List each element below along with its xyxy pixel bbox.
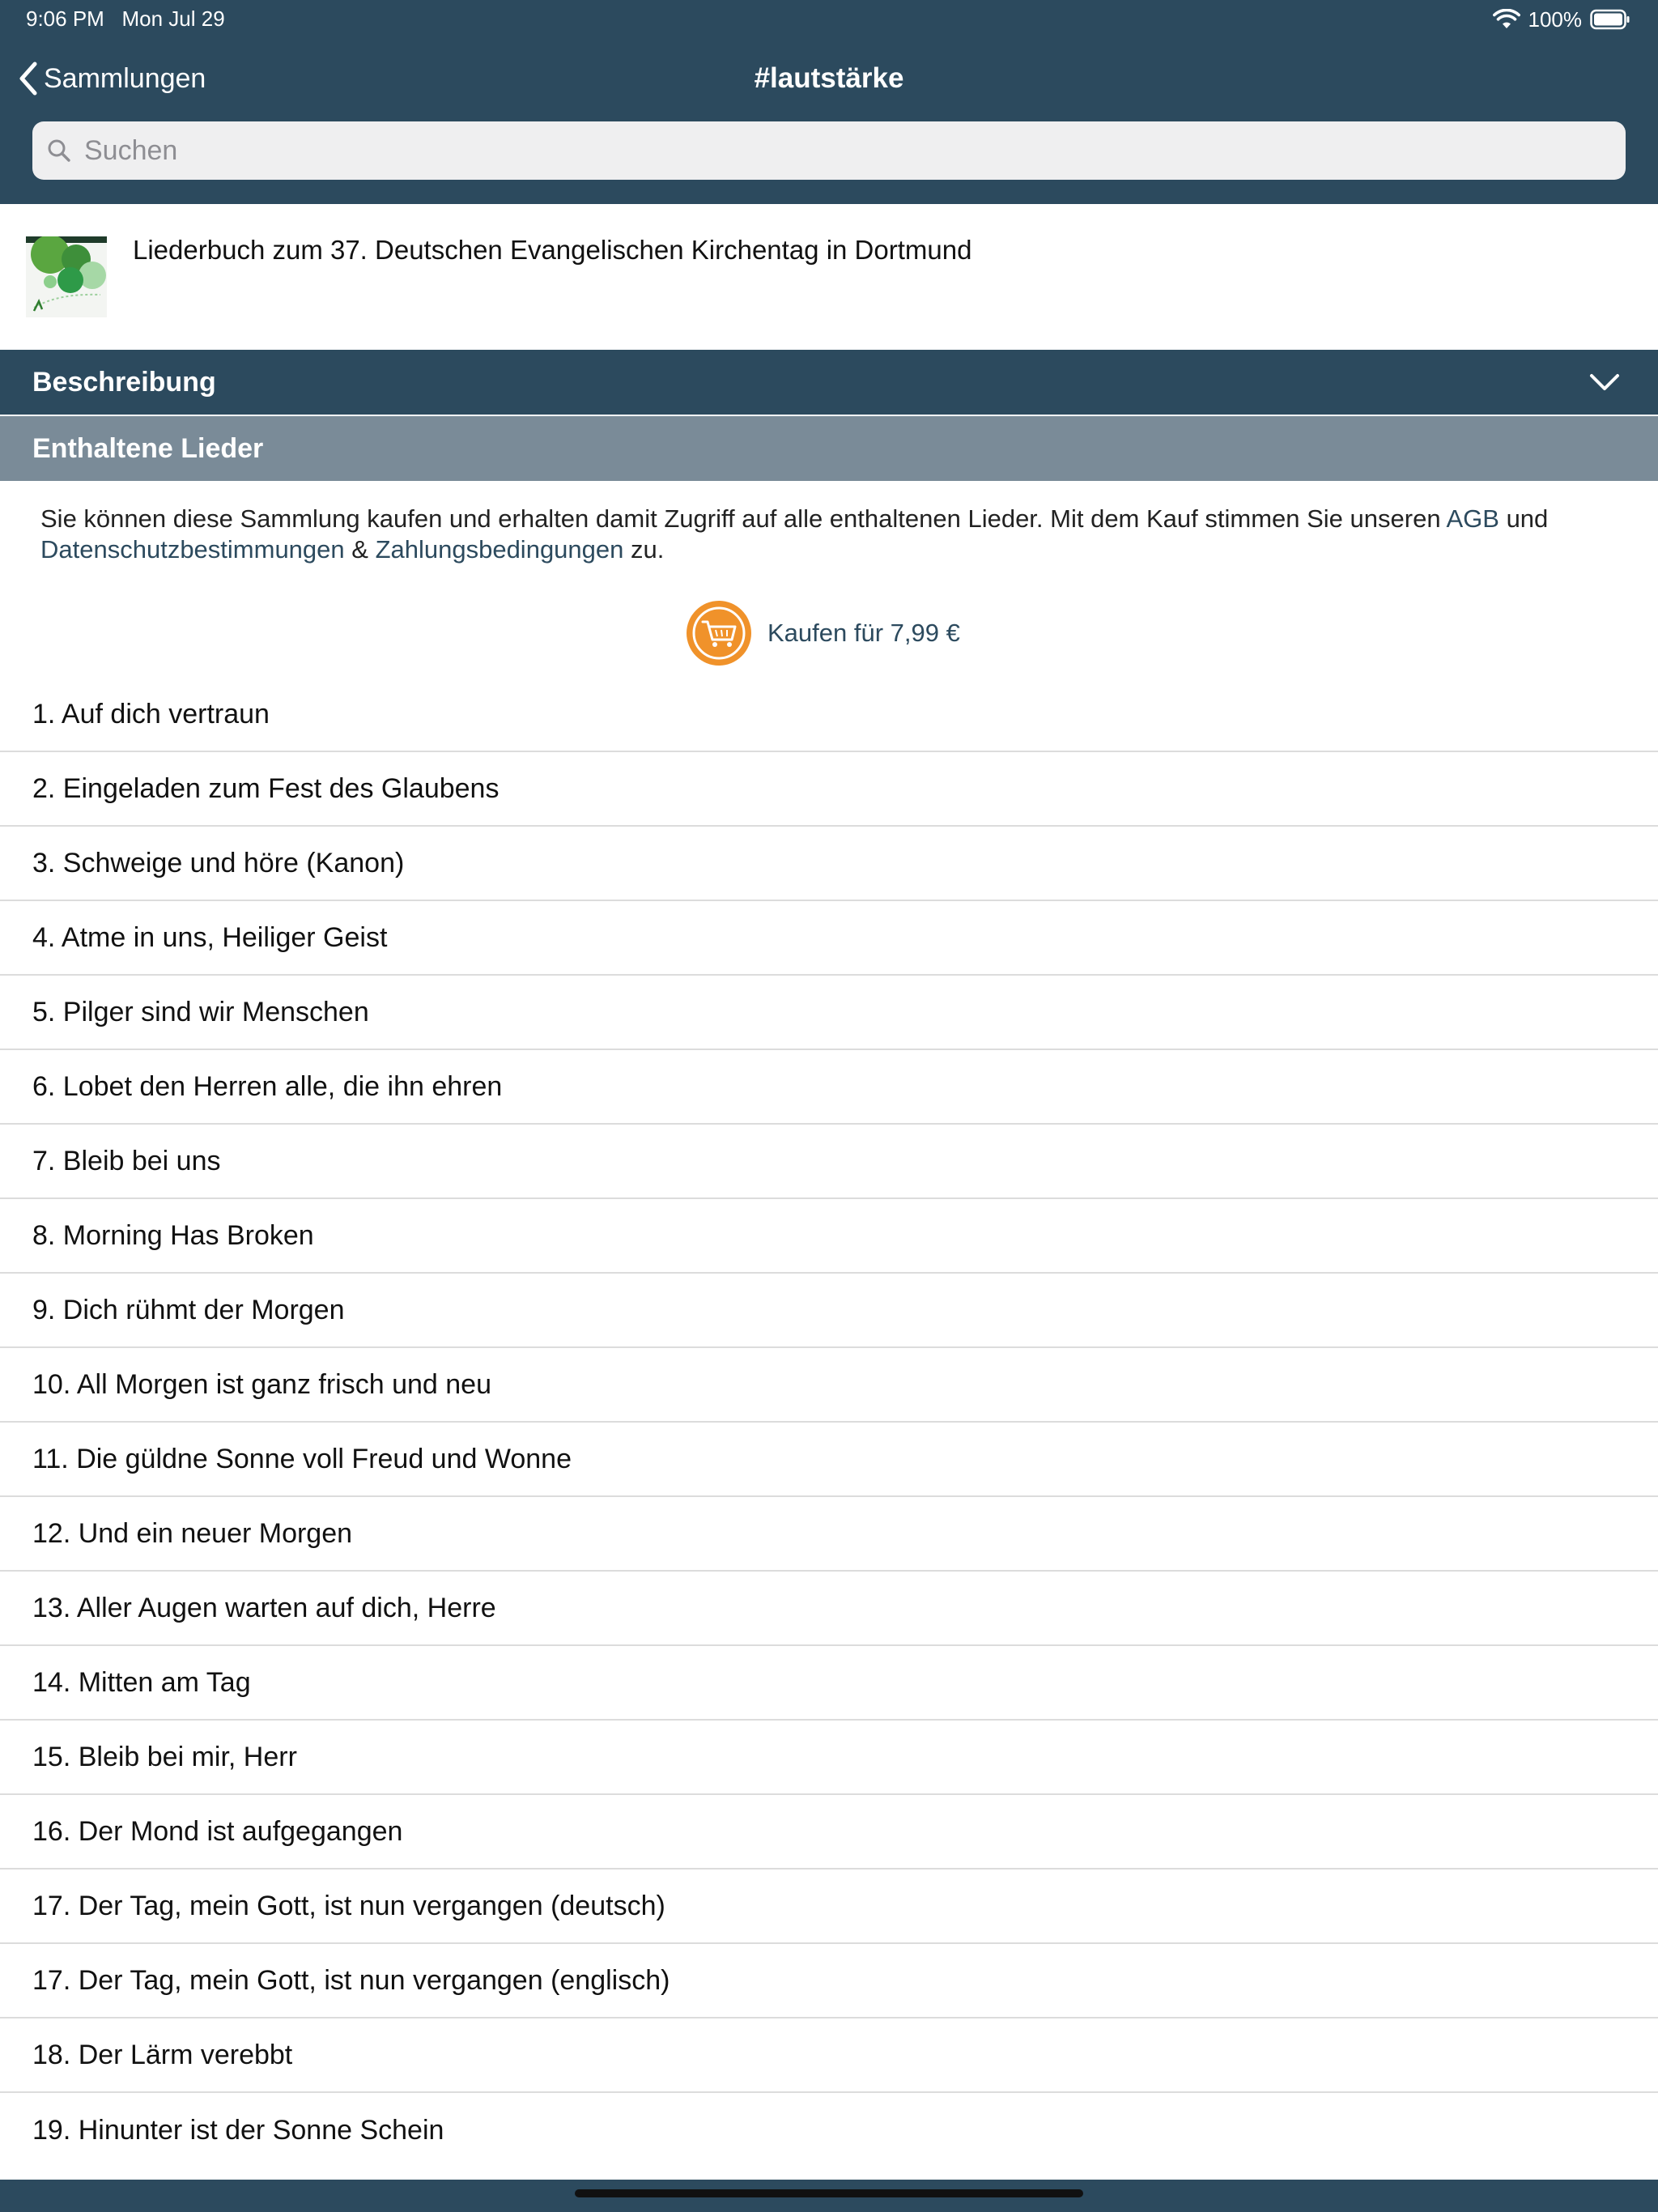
songs-section-header: [0, 416, 1658, 481]
collection-cover-image: [26, 236, 107, 317]
song-title: 17. Der Tag, mein Gott, ist nun vergangen (englisch): [32, 1964, 670, 1996]
description-section-header[interactable]: [0, 350, 1658, 415]
back-label: Sammlungen: [44, 62, 206, 94]
battery-icon: [1590, 9, 1630, 30]
purchase-text-part-4: zu.: [623, 535, 665, 564]
song-title: 17. Der Tag, mein Gott, ist nun vergangen (deutsch): [32, 1890, 665, 1921]
status-date: Mon Jul 29: [121, 6, 225, 31]
song-row[interactable]: [0, 1125, 1658, 1199]
search-bar[interactable]: [32, 121, 1626, 180]
song-row[interactable]: [0, 1646, 1658, 1721]
song-title: 8. Morning Has Broken: [32, 1219, 314, 1251]
privacy-link[interactable]: Datenschutzbestimmungen: [40, 535, 345, 564]
song-row[interactable]: [0, 1572, 1658, 1646]
collection-header: [0, 204, 1658, 350]
song-row[interactable]: [0, 1721, 1658, 1795]
song-row[interactable]: [0, 678, 1658, 752]
purchase-text-part-3: &: [344, 535, 376, 564]
song-title: 1. Auf dich vertraun: [32, 698, 270, 730]
song-title: 6. Lobet den Herren alle, die ihn ehren: [32, 1070, 503, 1102]
top-bar: [0, 0, 1658, 204]
buy-button[interactable]: [685, 599, 960, 667]
song-title: 4. Atme in uns, Heiliger Geist: [32, 921, 388, 953]
song-row[interactable]: [0, 2093, 1658, 2167]
song-row[interactable]: [0, 1497, 1658, 1572]
songs-section-label: Enthaltene Lieder: [32, 433, 264, 464]
purchase-info-text: [40, 504, 1627, 565]
home-indicator[interactable]: [575, 2189, 1083, 2197]
song-row[interactable]: [0, 901, 1658, 976]
song-row[interactable]: [0, 1199, 1658, 1274]
song-row[interactable]: [0, 752, 1658, 827]
song-row[interactable]: [0, 1795, 1658, 1870]
song-title: 15. Bleib bei mir, Herr: [32, 1741, 297, 1772]
song-title: 11. Die güldne Sonne voll Freud und Wonne: [32, 1443, 572, 1474]
agb-link[interactable]: AGB: [1446, 504, 1499, 533]
song-row[interactable]: [0, 827, 1658, 901]
status-clock: 9:06 PM: [26, 6, 104, 31]
buy-button-label: Kaufen für 7,99 €: [767, 619, 960, 647]
song-title: 14. Mitten am Tag: [32, 1666, 251, 1698]
song-title: 12. Und ein neuer Morgen: [32, 1517, 353, 1549]
song-title: 2. Eingeladen zum Fest des Glaubens: [32, 772, 500, 804]
purchase-text-part-1: Sie können diese Sammlung kaufen und erhalten damit Zugriff auf alle enthaltenen Lieder. Mit dem Kauf stimmen Sie unseren: [40, 504, 1447, 533]
song-row[interactable]: [0, 2018, 1658, 2093]
song-row[interactable]: [0, 1050, 1658, 1125]
song-row[interactable]: [0, 1870, 1658, 1944]
song-list: [0, 678, 1658, 2167]
search-input[interactable]: [83, 125, 1592, 176]
description-section-label: Beschreibung: [32, 367, 216, 398]
purchase-text-part-2: und: [1499, 504, 1549, 533]
wifi-icon: [1493, 9, 1520, 30]
song-row[interactable]: [0, 1348, 1658, 1423]
page-title: #lautstärke: [754, 62, 904, 94]
song-title: 16. Der Mond ist aufgegangen: [32, 1815, 403, 1847]
song-title: 10. All Morgen ist ganz frisch und neu: [32, 1368, 491, 1400]
song-title: 13. Aller Augen warten auf dich, Herre: [32, 1592, 496, 1623]
search-icon: [45, 137, 73, 164]
song-title: 7. Bleib bei uns: [32, 1145, 221, 1176]
song-row[interactable]: [0, 976, 1658, 1050]
song-row[interactable]: [0, 1423, 1658, 1497]
song-title: 19. Hinunter ist der Sonne Schein: [32, 2114, 444, 2146]
payment-terms-link[interactable]: Zahlungsbedingungen: [375, 535, 624, 564]
battery-percent: 100%: [1528, 6, 1582, 32]
collection-title: Liederbuch zum 37. Deutschen Evangelischen Kirchentag in Dortmund: [133, 235, 972, 265]
chevron-down-icon: [1588, 369, 1621, 395]
cart-icon: [685, 599, 753, 667]
song-title: 18. Der Lärm verebbt: [32, 2039, 293, 2070]
song-row[interactable]: [0, 1274, 1658, 1348]
bottom-bar: [0, 2180, 1658, 2212]
song-title: 5. Pilger sind wir Menschen: [32, 996, 369, 1027]
song-title: 9. Dich rühmt der Morgen: [32, 1294, 345, 1325]
status-time: [26, 6, 225, 32]
song-row[interactable]: [0, 1944, 1658, 2018]
song-title: 3. Schweige und höre (Kanon): [32, 847, 405, 878]
status-indicators: [1493, 6, 1631, 32]
